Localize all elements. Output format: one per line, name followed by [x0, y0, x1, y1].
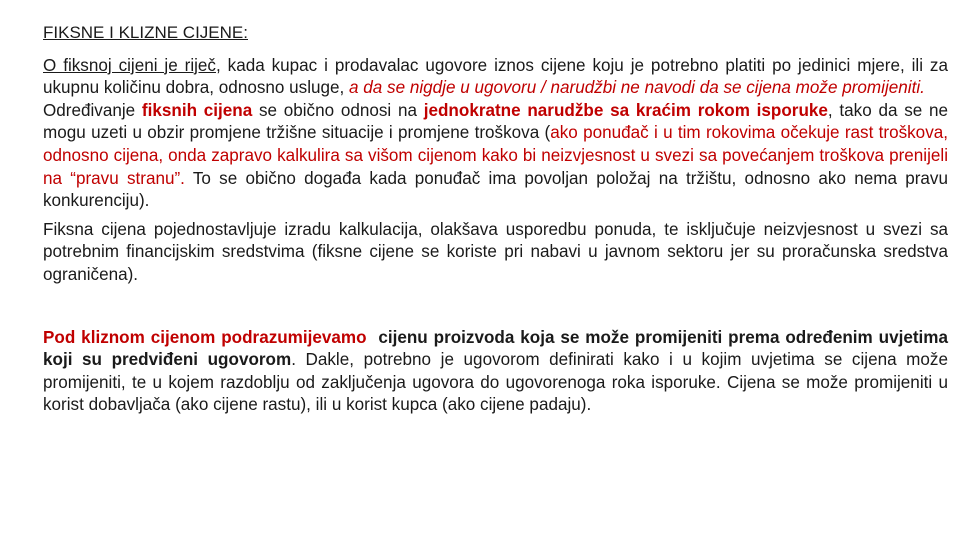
- p2-text-2: se obično odnosi na: [252, 100, 424, 120]
- fixed-price-lead: O fiksnoj cijeni je riječ: [43, 55, 216, 75]
- p2-text-1: Određivanje: [43, 100, 142, 120]
- paragraph-fixed-price-determination: [43, 100, 948, 213]
- p2-bold-one-off-orders: jednokratne narudžbe sa kraćim rokom isporuke: [423, 100, 828, 120]
- fixed-price-italic-note: a da se nigdje u ugovoru / narudžbi ne navodi da se cijena može promijeniti.: [349, 78, 925, 98]
- paragraph-sliding-price: [43, 327, 953, 417]
- slide-content: [43, 22, 953, 417]
- sliding-price-lead: Pod kliznom cijenom podrazumijevamo: [43, 327, 367, 347]
- p2-text-4: To se obično događa kada ponuđač ima povoljan položaj na tržištu, odnosno ako nema pravu konkurenciju).: [43, 168, 948, 211]
- fixed-price-text: , kada kupac i prodavalac ugovore iznos cijene koju je potrebno platiti po jedinici mjere, ili za ukupnu količinu dobra, odnosno usluge,: [43, 55, 948, 98]
- p2-red-text: ako ponuđač i u tim rokovima očekuje rast troškova, odnosno cijena, onda zapravo kalkulira sa višom cijenom kako bi neizvjesnost u svezi sa povećanjem troškova prenijeli na “pravu stranu”.: [43, 123, 948, 188]
- sliding-price-text: . Dakle, potrebno je ugovorom definirati kako i u kojim uvjetima se cijena može promijeniti, te u kojem razdoblju od zaključenja ugovora do ugovorenoga roka isporuke. Cijena se može promijeniti u korist dobavljača (ako cijene rastu), ili u korist kupca (ako cijene padaju).: [43, 350, 948, 415]
- paragraph-fixed-price-definition: [43, 55, 948, 100]
- slide-title: FIKSNE I KLIZNE CIJENE:: [43, 23, 248, 42]
- paragraph-fixed-price-benefits: Fiksna cijena pojednostavljuje izradu kalkulacija, olakšava usporedbu ponuda, te isključuje neizvjesnost u svezi sa potrebnim financijskim sredstvima (fiksne cijene se koriste pri nabavi u javnom sektoru jer su proračunska sredstva ograničena).: [43, 219, 948, 284]
- p2-text-3: , tako da se ne mogu uzeti u obzir promjene tržišne situacije i promjene troškova (: [43, 100, 949, 143]
- p2-bold-fixed-prices: fiksnih cijena: [141, 100, 253, 120]
- sliding-price-bold: cijenu proizvoda koja se može promijeniti prema određenim uvjetima koji su predviđeni ugovorom: [43, 327, 953, 370]
